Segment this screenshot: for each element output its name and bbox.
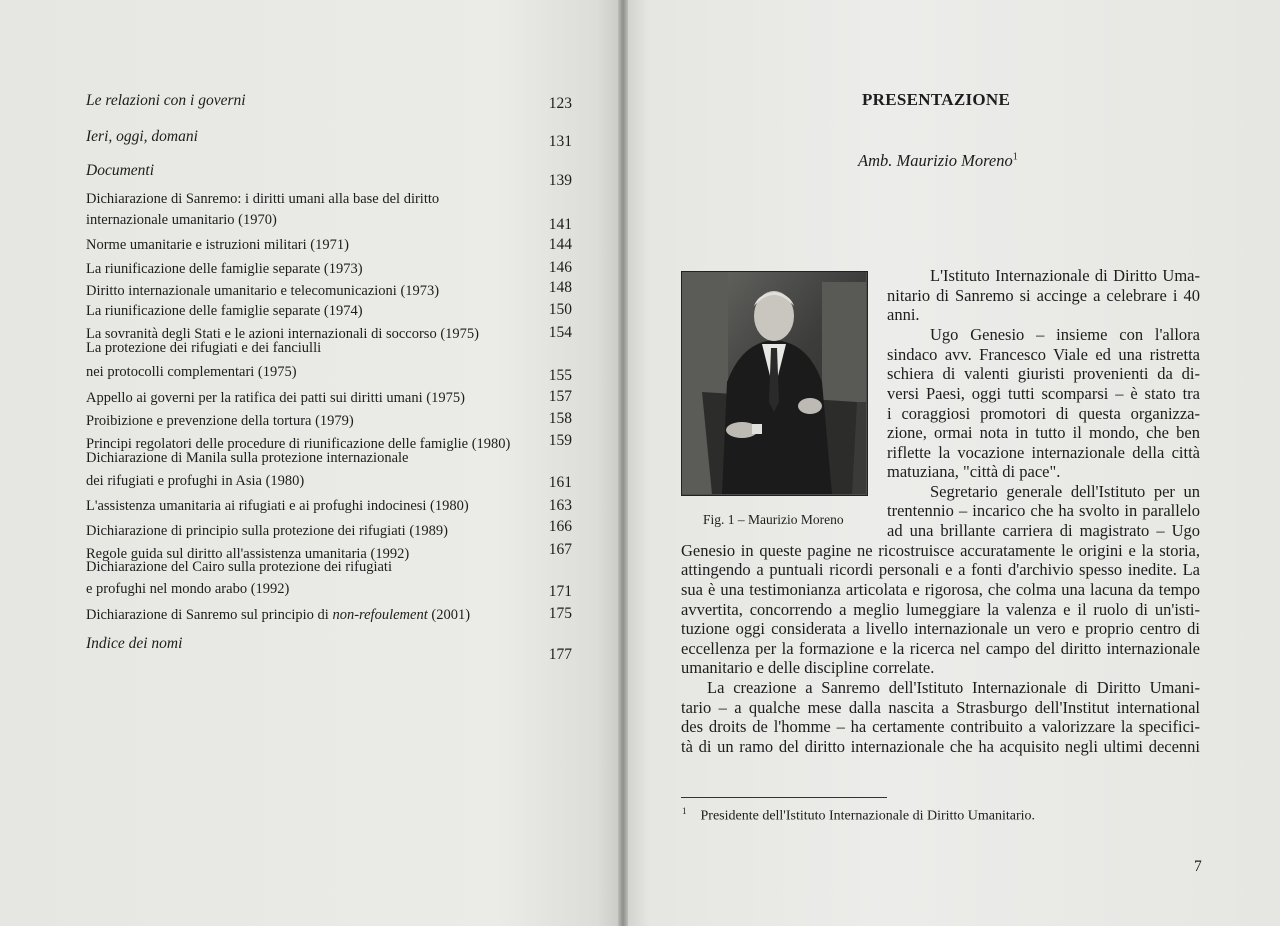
body-line: des droits de l'homme – ha certamente contribuito a valorizzare la specifici- <box>681 717 1200 736</box>
body-line: anni. <box>887 305 920 324</box>
footnote-text: Presidente dell'Istituto Internazionale di Diritto Umanitario. <box>700 808 1036 824</box>
toc-entry-page: 154 <box>548 324 572 341</box>
body-line: Genesio in queste pagine ne ricostruisce accuratamente le origini e la storia, <box>681 541 1200 560</box>
body-line: tà di un ramo del diritto internazionale che ha acquisito negli ultimi decenni <box>681 737 1200 756</box>
toc-entry-title: L'assistenza umanitaria ai rifugiati e ai profughi indocinesi (1980) <box>86 498 469 514</box>
toc-entry-title: nei protocolli complementari (1975) <box>86 364 297 380</box>
body-line: umanitario e delle discipline correlate. <box>681 658 935 677</box>
toc-entry-page: 157 <box>548 388 572 405</box>
body-line: La creazione a Sanremo dell'Istituto Internazionale di Diritto Umani- <box>707 678 1200 697</box>
toc-entry-title: Norme umanitarie e istruzioni militari (1971) <box>86 237 349 253</box>
body-line: sua è una testimonianza articolata e rigorosa, che colma una lacuna da tempo <box>681 580 1200 599</box>
body-line: ad una brillante carriera di magistrato – Ugo <box>887 521 1200 540</box>
body-line: i coraggiosi promotori di questa organizza- <box>887 404 1200 423</box>
toc-entry-title: La riunificazione delle famiglie separate (1974) <box>86 303 363 319</box>
toc-entry-page: 161 <box>548 474 572 491</box>
body-line: Segretario generale dell'Istituto per un <box>930 482 1200 501</box>
toc-entry-title: e profughi nel mondo arabo (1992) <box>86 581 290 597</box>
toc-entry-title: Dichiarazione di Sanremo sul principio di non-refoulement (2001) <box>86 607 471 623</box>
toc-entry-title: Regole guida sul diritto all'assistenza umanitaria (1992) <box>86 546 410 562</box>
portrait-photo <box>681 271 868 496</box>
toc-entry-title: Principi regolatori delle procedure di riunificazione delle famiglie (1980) <box>86 436 511 452</box>
toc-entry-page: 155 <box>548 367 572 384</box>
toc-entry-page: 177 <box>548 646 572 663</box>
footnote-divider <box>681 797 887 798</box>
toc-entry-title: La riunificazione delle famiglie separate (1973) <box>86 261 363 277</box>
body-line: Ugo Genesio – insieme con l'allora <box>930 325 1200 344</box>
toc-entry-title: La protezione dei rifugiati e dei fanciulli <box>86 340 322 356</box>
page-title: PRESENTAZIONE <box>862 90 1011 109</box>
toc-entry-title: Indice dei nomi <box>86 635 183 652</box>
body-line: tuzione oggi considerata a livello internazionale un vero e proprio centro di <box>681 619 1200 638</box>
toc-entry-page: 159 <box>548 432 572 449</box>
toc-entry-title: internazionale umanitario (1970) <box>86 212 277 228</box>
toc-entry-title: Documenti <box>86 162 155 179</box>
toc-entry-page: 146 <box>548 259 572 276</box>
toc-entry-page: 150 <box>548 301 572 318</box>
toc-entry-page: 166 <box>548 518 572 535</box>
body-line: versi Paesi, oggi tutti scomparsi – è stato tra <box>887 384 1200 403</box>
toc-entry-page: 175 <box>548 605 572 622</box>
body-line: riflette la vocazione internazionale della città <box>887 443 1200 462</box>
book-gutter <box>618 0 628 926</box>
toc-entry-title: Diritto internazionale umanitario e telecomunicazioni (1973) <box>86 283 440 299</box>
author-name: Amb. Maurizio Moreno <box>858 151 1013 170</box>
body-line: tario – a qualche mese dalla nascita a Strasburgo dell'Institut international <box>681 698 1200 717</box>
toc-entry-title: Ieri, oggi, domani <box>86 128 198 145</box>
toc-entry-title: Dichiarazione di Sanremo: i diritti umani alla base del diritto <box>86 191 440 207</box>
body-line: eccellenza per la formazione e la ricerca nel campo del diritto internazionale <box>681 639 1200 658</box>
author-line <box>858 151 1018 171</box>
toc-entry-page: 167 <box>548 541 572 558</box>
toc-entry-page: 158 <box>548 410 572 427</box>
toc-entry-page: 171 <box>548 583 572 600</box>
portrait-image <box>682 272 866 494</box>
body-line: avvertita, concorrendo a meglio lumeggiare la valenza e il ruolo di un'isti- <box>681 600 1200 619</box>
page-number: 7 <box>1194 858 1202 875</box>
toc-entry-title: Dichiarazione del Cairo sulla protezione dei rifugiati <box>86 559 392 575</box>
toc-entry-page: 144 <box>548 236 572 253</box>
body-line: attingendo a puntuali ricordi personali e a fonti d'archivio spesso inedite. La <box>681 560 1200 579</box>
footnote-mark: 1 <box>682 806 687 816</box>
toc-entry-page: 139 <box>548 172 572 189</box>
body-line: schiera di valenti giuristi provenienti da di- <box>887 364 1200 383</box>
body-line: L'Istituto Internazionale di Diritto Uma- <box>930 266 1200 285</box>
body-line: trentennio – incarico che ha svolto in parallelo <box>887 501 1200 520</box>
body-line: sindaco avv. Francesco Viale ed una ristretta <box>887 345 1200 364</box>
toc-entry-page: 123 <box>548 95 572 112</box>
footnote <box>682 806 1035 825</box>
toc-entry-title: Dichiarazione di principio sulla protezione dei rifugiati (1989) <box>86 523 448 539</box>
toc-entry-page: 163 <box>548 497 572 514</box>
toc-entry-title: La sovranità degli Stati e le azioni internazionali di soccorso (1975) <box>86 326 479 342</box>
toc-entry-title: Appello ai governi per la ratifica dei patti sui diritti umani (1975) <box>86 390 465 406</box>
toc-entry-title: Proibizione e prevenzione della tortura (1979) <box>86 413 354 429</box>
left-page <box>0 0 622 926</box>
toc-entry-title: Dichiarazione di Manila sulla protezione internazionale <box>86 450 409 466</box>
body-line: nitario di Sanremo si accinge a celebrare i 40 <box>887 286 1200 305</box>
figure-caption: Fig. 1 – Maurizio Moreno <box>703 512 844 527</box>
toc-entry-page: 131 <box>548 133 572 150</box>
toc-entry-title: dei rifugiati e profughi in Asia (1980) <box>86 473 305 489</box>
author-footnote-mark: 1 <box>1012 151 1018 163</box>
body-line: matuziana, "città di pace". <box>887 462 1061 481</box>
toc-entry-page: 148 <box>548 279 572 296</box>
toc-entry-page: 141 <box>548 216 572 233</box>
toc-entry-title: Le relazioni con i governi <box>86 92 246 109</box>
body-line: zione, ormai nota in tutto il mondo, che ben <box>887 423 1200 442</box>
